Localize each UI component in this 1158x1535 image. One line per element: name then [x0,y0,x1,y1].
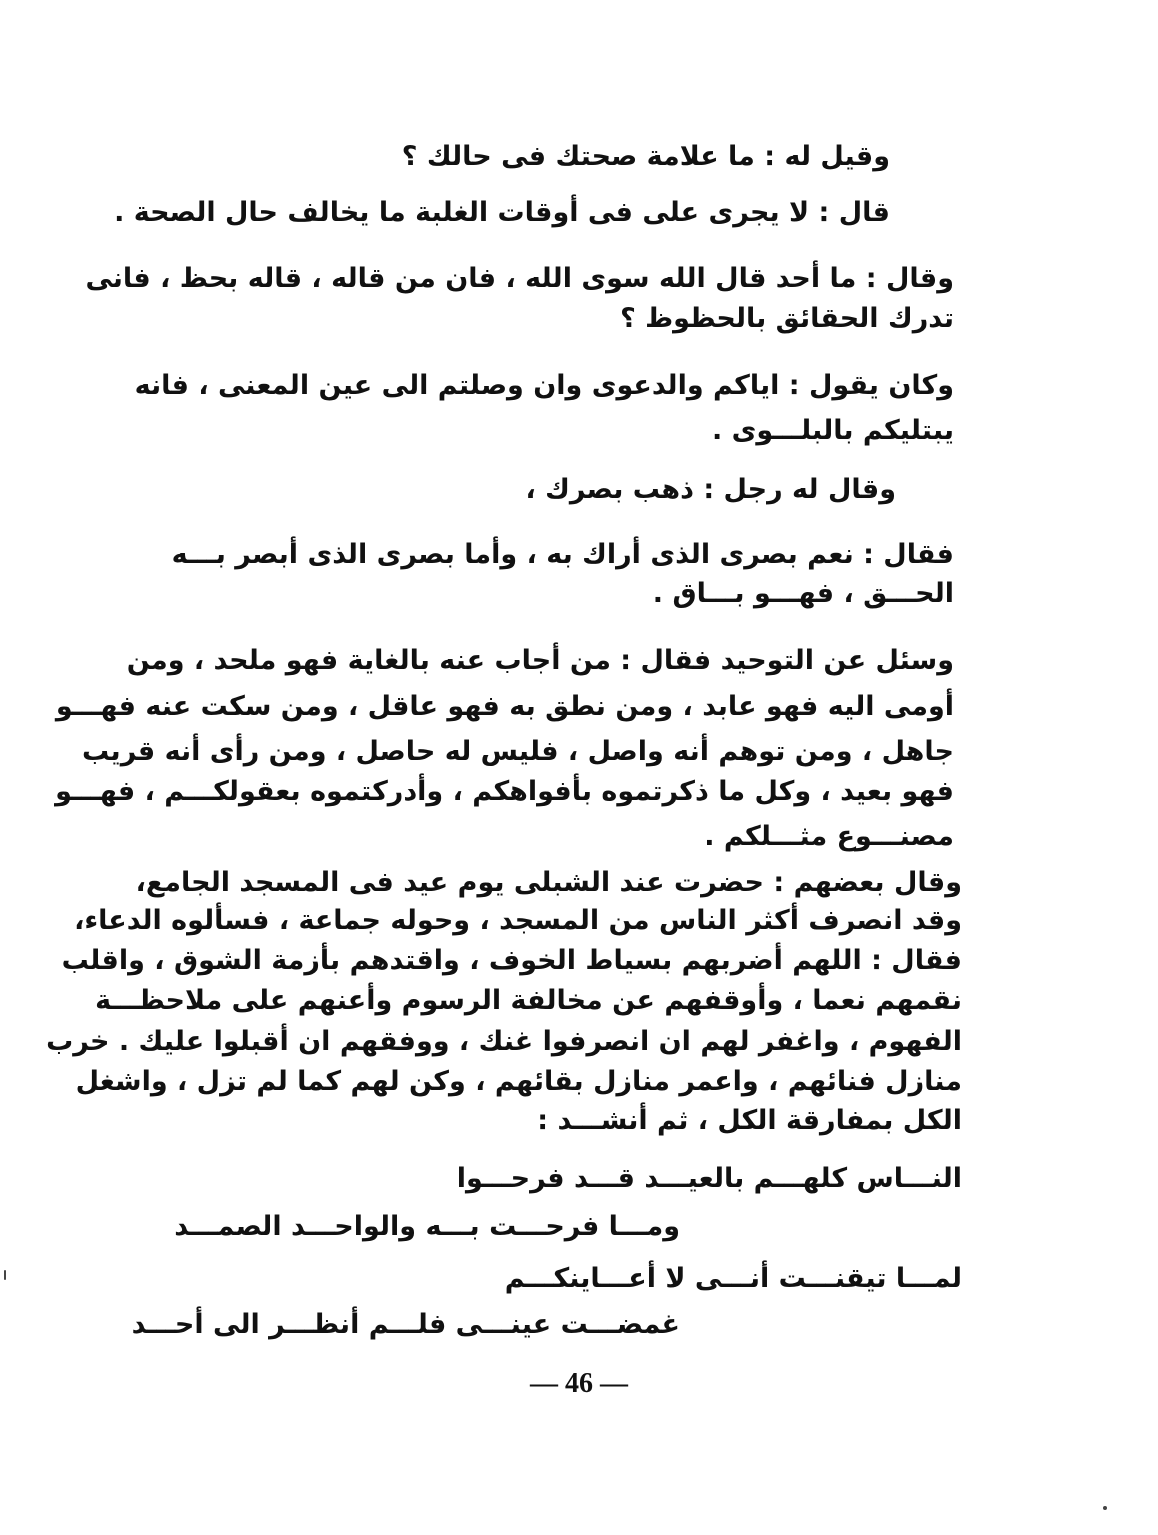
text-line: تدرك الحقائق بالحظوظ ؟ [620,303,954,334]
scan-speck [1103,1506,1107,1510]
text-line: فهو بعيد ، وكل ما ذكرتموه بأفواهكم ، وأدركتموه بعقولكـــم ، فهـــو [55,776,954,807]
text-line: الحـــق ، فهـــو بـــاق . [652,578,954,609]
text-line: جاهل ، ومن توهم أنه واصل ، فليس له حاصل ، ومن رأى أنه قريب [81,736,954,767]
text-line: وقد انصرف أكثر الناس من المسجد ، وحوله جماعة ، فسألوه الدعاء، [74,905,962,936]
page-number: — 46 — [530,1368,628,1399]
text-line: مصنـــوع مثـــلكم . [704,821,954,852]
verse-line: لمـــا تيقنـــت أنـــى لا أعـــاينكـــم [504,1263,962,1294]
verse-line: ومـــا فرحـــت بـــه والواحـــد الصمـــد [174,1211,680,1242]
text-line: الكل بمفارقة الكل ، ثم أنشـــد : [537,1105,962,1136]
text-line: قال : لا يجرى على فى أوقات الغلبة ما يخالف حال الصحة . [114,197,890,228]
text-line: وسئل عن التوحيد فقال : من أجاب عنه بالغاية فهو ملحد ، ومن [126,645,954,676]
text-line: وقيل له : ما علامة صحتك فى حالك ؟ [401,141,890,172]
verse-line: غمضـــت عينـــى فلـــم أنظـــر الى أحـــد [131,1309,680,1340]
text-line: الفهوم ، واغفر لهم ان انصرفوا غنك ، ووفقهم ان أقبلوا عليك . خرب [46,1026,962,1057]
verse-line: النـــاس كلهـــم بالعيـــد قـــد فرحـــوا [456,1163,962,1194]
text-line: منازل فنائهم ، واعمر منازل بقائهم ، وكن لهم كما لم تزل ، واشغل [75,1066,962,1097]
text-line: أومى اليه فهو عابد ، ومن نطق به فهو عاقل ، ومن سكت عنه فهـــو [55,691,954,722]
scan-speck [4,1270,6,1280]
text-line: فقال : نعم بصرى الذى أراك به ، وأما بصرى الذى أبصر بـــه [171,539,954,570]
text-line: يبتليكم بالبلـــوى . [712,415,954,446]
text-line: وكان يقول : اياكم والدعوى وان وصلتم الى عين المعنى ، فانه [134,370,954,401]
text-line: فقال : اللهم أضربهم بسياط الخوف ، واقتدهم بأزمة الشوق ، واقلب [61,945,962,976]
text-line: وقال : ما أحد قال الله سوى الله ، فان من قاله ، قاله بحظ ، فانى [85,263,954,294]
text-line: وقال له رجل : ذهب بصرك ، [525,474,896,505]
text-line: وقال بعضهم : حضرت عند الشبلى يوم عيد فى المسجد الجامع، [135,867,962,898]
text-line: نقمهم نعما ، وأوقفهم عن مخالفة الرسوم وأعنهم على ملاحظـــة [95,985,962,1016]
